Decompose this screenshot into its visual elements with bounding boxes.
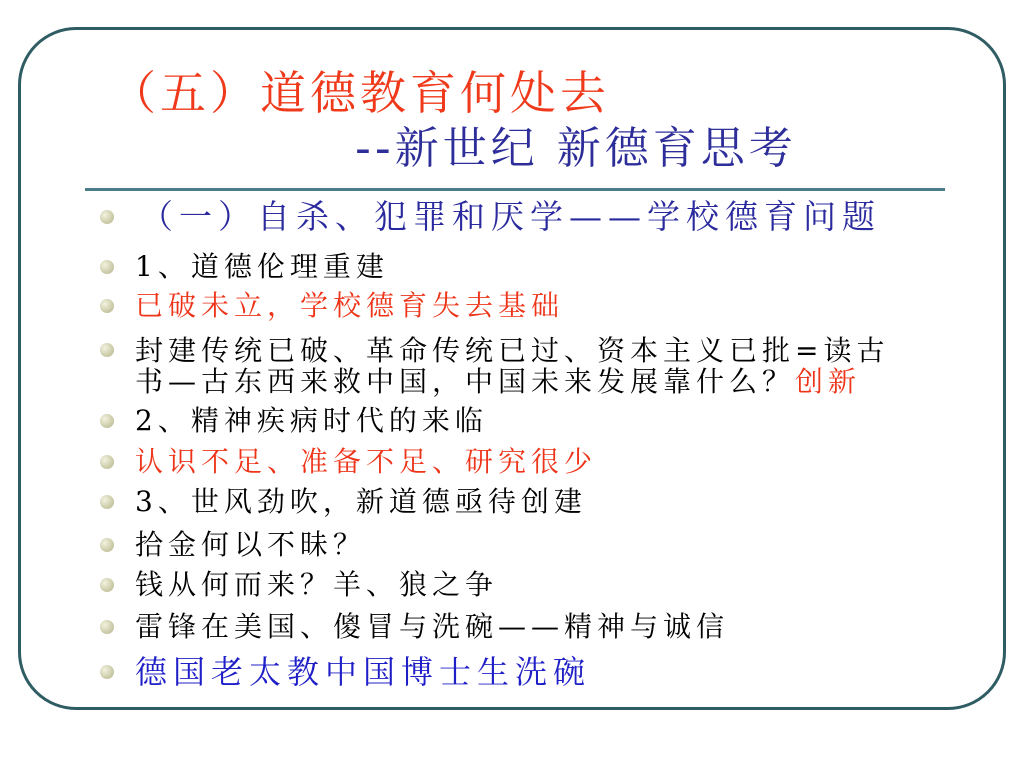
bullet-dot-icon: [100, 455, 114, 469]
bullet-dot-icon: [100, 343, 114, 357]
bullet-text: 2、精神疾病时代的来临: [135, 404, 488, 437]
bullet-text: 雷锋在美国、傻冒与洗碗——精神与诚信: [135, 610, 730, 643]
bullet-text: 3、世风劲吹，新道德亟待创建: [135, 485, 587, 518]
bullet-text-line-2: [135, 366, 889, 397]
bullet-dot-icon: [100, 495, 114, 509]
title-divider: [85, 188, 945, 191]
bullet-item: [135, 484, 587, 520]
bullet-text: 1、道德伦理重建: [135, 250, 389, 283]
bullet-text: 已破未立，学校德育失去基础: [135, 289, 565, 322]
bullet-dot-icon: [100, 299, 114, 313]
bullet-dot-icon: [100, 538, 114, 552]
bullet-dot-icon: [100, 414, 114, 428]
bullet-item-closing: [135, 652, 591, 692]
bullet-item: [135, 444, 597, 480]
bullet-text: 认识不足、准备不足、研究很少: [135, 445, 598, 478]
bullet-item: [135, 249, 389, 285]
bullet-item: [135, 335, 889, 397]
bullet-dot-icon: [100, 665, 114, 679]
bullet-dot-icon: [100, 620, 114, 634]
slide-title: （五）道德教育何处去: [110, 66, 610, 120]
bullet-item: [135, 527, 366, 563]
bullet-text: 钱从何而来？羊、狼之争: [135, 568, 499, 601]
bullet-item: [135, 403, 488, 439]
bullet-text: 书—古东西来救中国，中国未来发展靠什么？: [135, 365, 796, 398]
bullet-item: [135, 609, 729, 645]
bullet-text: （一）自杀、犯罪和厌学——学校德育问题: [140, 197, 881, 236]
bullet-item-heading: [140, 197, 881, 237]
bullet-dot-icon: [100, 578, 114, 592]
bullet-item: [135, 567, 498, 603]
bullet-text-line-1: 封建传统已破、革命传统已过、资本主义已批=读古: [135, 334, 890, 367]
bullet-dot-icon: [100, 210, 114, 224]
bullet-item: [135, 288, 564, 324]
slide-subtitle: --新世纪 新德育思考: [355, 123, 797, 174]
bullet-text: 拾金何以不昧？: [135, 528, 367, 561]
bullet-dot-icon: [100, 260, 114, 274]
bullet-text: 德国老太教中国博士生洗碗: [135, 653, 592, 691]
bullet-highlight: 创新: [795, 365, 862, 398]
